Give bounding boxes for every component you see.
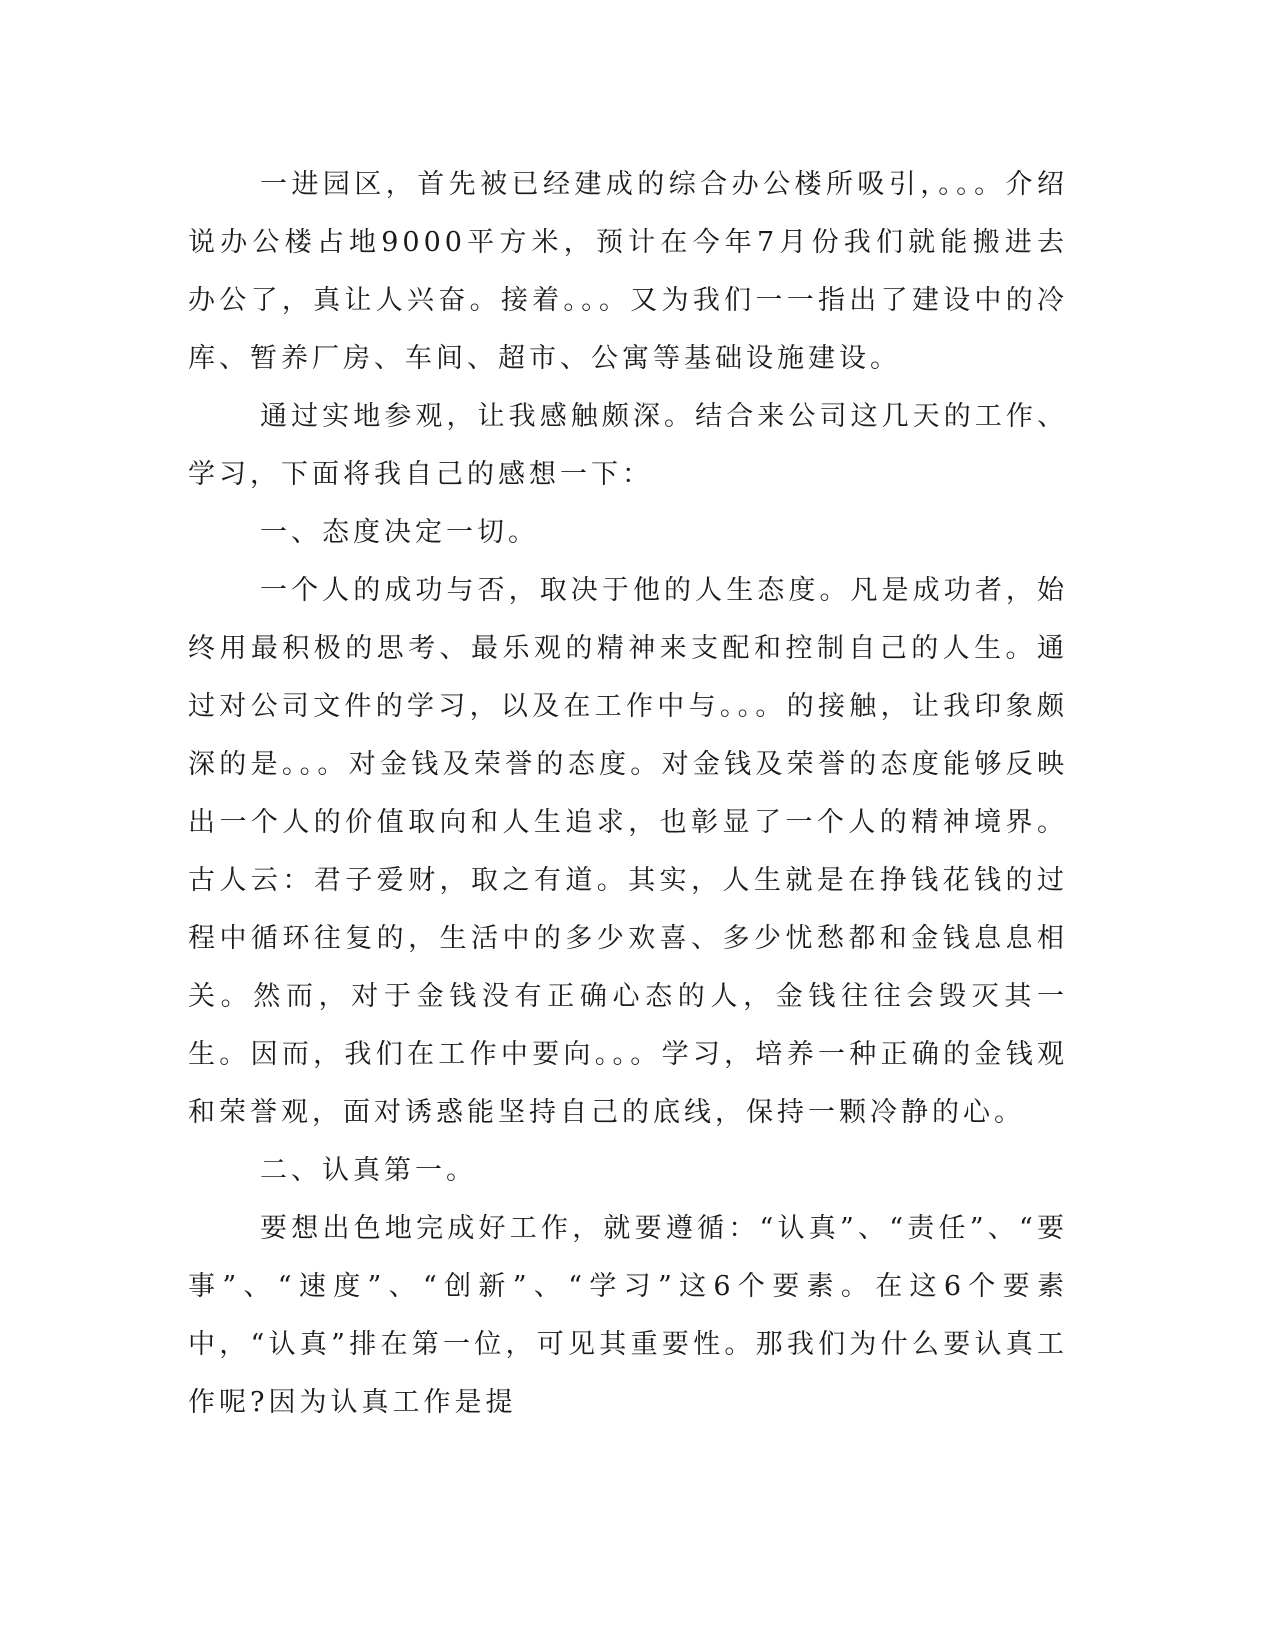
paragraph-park-visit: 一进园区，首先被已经建成的综合办公楼所吸引，。。。介绍说办公楼占地9000平方米，预计在今年7月份我们就能搬进去办公了，真让人兴奋。接着。。。又为我们一一指出了建设中的冷库、暂养厂房、车间、超市、公寓等基础设施建设。 [188, 169, 1068, 374]
paragraph-diligence: 要想出色地完成好工作，就要遵循：“认真”、“责任”、“要事”、“速度”、“创新”、“学习”这6个要素。在这6个要素中，“认真”排在第一位，可见其重要性。那我们为什么要认真工作呢?因为认真工作是提 [188, 1213, 1068, 1418]
paragraph-attitude: 一个人的成功与否，取决于他的人生态度。凡是成功者，始终用最积极的思考、最乐观的精神来支配和控制自己的人生。通过对公司文件的学习，以及在工作中与。。。的接触，让我印象颇深的是。。。对金钱及荣誉的态度。对金钱及荣誉的态度能够反映出一个人的价值取向和人生追求，也彰显了一个人的精神境界。古人云：君子爱财，取之有道。其实，人生就是在挣钱花钱的过程中循环往复的，生活中的多少欢喜、多少忧愁都和金钱息息相关。然而，对于金钱没有正确心态的人，金钱往往会毁灭其一生。因而，我们在工作中要向。。。学习，培养一种正确的金钱观和荣誉观，面对诱惑能坚持自己的底线，保持一颗冷静的心。 [188, 575, 1068, 1128]
paragraph-impressions-intro: 通过实地参观，让我感触颇深。结合来公司这几天的工作、学习，下面将我自己的感想一下： [188, 401, 1068, 490]
section-heading-diligence: 二、认真第一。 [260, 1155, 477, 1186]
document-body [188, 156, 1068, 1432]
section-heading-attitude: 一、态度决定一切。 [260, 517, 539, 548]
